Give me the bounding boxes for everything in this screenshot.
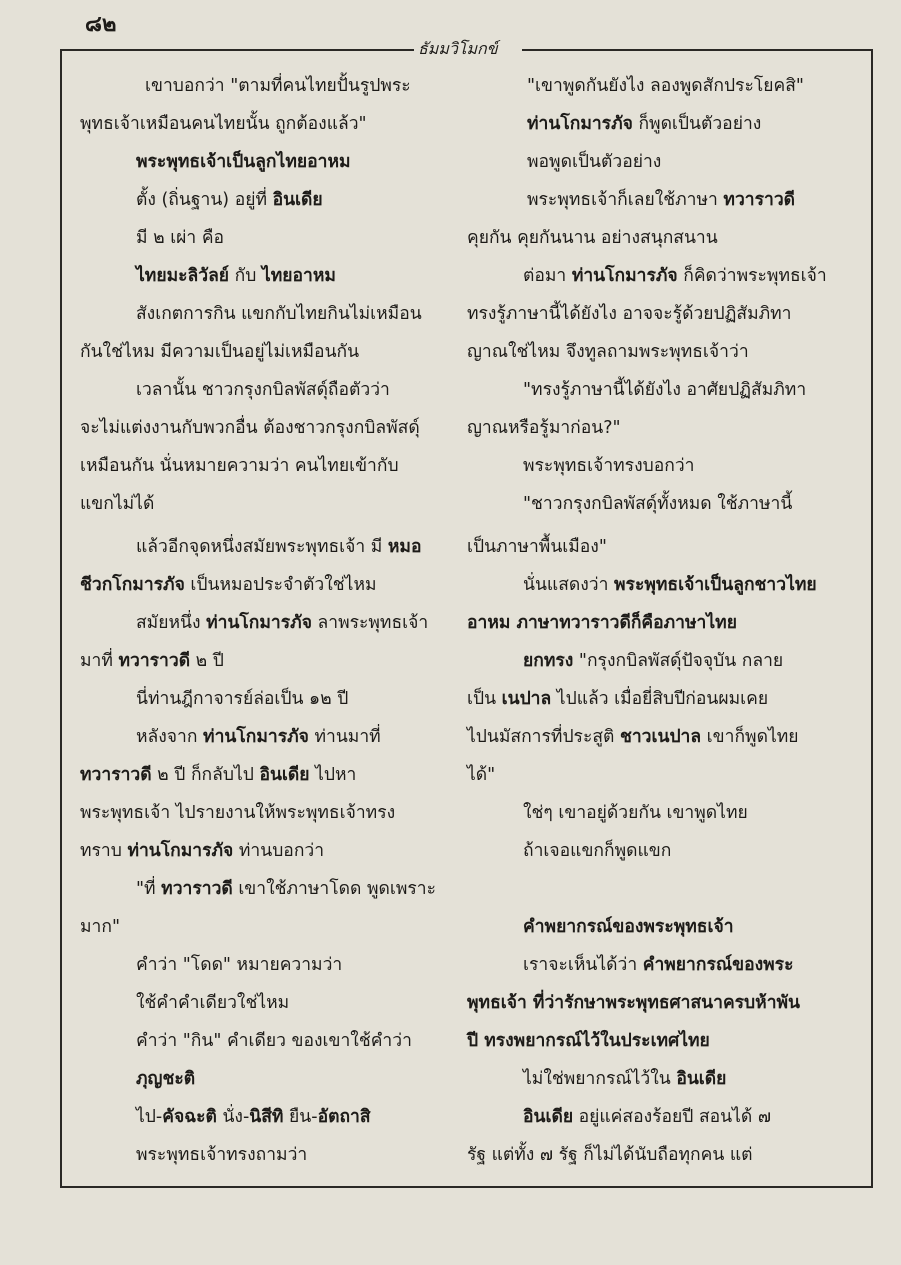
text-line	[467, 450, 893, 482]
bold-text: ไทยอาหม	[261, 266, 336, 286]
text-segment: "กรุงกบิลพัสดุ์ปัจจุบัน กลาย	[573, 651, 784, 671]
text-segment: พอพูดเป็นตัวอย่าง	[527, 152, 662, 172]
text-segment: "ชาวกรุงกบิลพัสดุ์ทั้งหมด ใช้ภาษานี้	[523, 494, 793, 514]
text-line	[467, 531, 837, 563]
text-line	[467, 683, 837, 715]
bold-text: ท่านโกมารภัจ	[127, 841, 234, 861]
text-segment: เหมือนกัน นั่นหมายความว่า คนไทยเข้ากับ	[80, 456, 399, 476]
text-segment: พระพุทธเจ้าทรงบอกว่า	[523, 456, 695, 476]
text-segment: ทราบ	[80, 841, 128, 861]
text-line	[80, 146, 506, 178]
text-line	[467, 488, 893, 520]
text-line	[80, 759, 450, 791]
text-line	[80, 108, 450, 140]
text-segment: หลังจาก	[136, 727, 204, 747]
text-segment: ก็พูดเป็นตัวอย่าง	[632, 114, 762, 134]
text-line	[467, 721, 837, 753]
text-segment: ท่านมาที่	[308, 727, 381, 747]
text-line	[80, 1025, 506, 1057]
bold-text: พระพุทธเจ้าเป็นลูกชาวไทย	[614, 575, 817, 595]
text-segment: นั่นแสดงว่า	[523, 575, 615, 595]
text-segment: เป็น	[467, 689, 502, 709]
text-segment: "ทรงรู้ภาษานี้ได้ยังไง อาศัยปฏิสัมภิทา	[523, 380, 807, 400]
text-line	[467, 108, 897, 140]
text-line	[80, 1101, 506, 1133]
bold-text: ท่านโกมารภัจ	[206, 613, 312, 633]
text-segment: รัฐ แต่ทั้ง ๗ รัฐ ก็ไม่ได้นับถือทุกคน แต่	[467, 1145, 753, 1165]
text-segment: เขาใช้ภาษาโดด พูดเพราะ	[232, 879, 436, 899]
text-line	[467, 797, 893, 829]
bold-text: อินเดีย	[523, 1107, 574, 1127]
text-segment: คำว่า "กิน" คำเดียว ของเขาใช้คำว่า	[136, 1031, 412, 1051]
text-segment: เวลานั้น ชาวกรุงกบิลพัสดุ์ถือตัวว่า	[136, 380, 390, 400]
text-line	[80, 1139, 506, 1171]
text-segment: ตั้ง (ถิ่นฐาน) อยู่ที่	[136, 190, 273, 210]
text-segment: พระพุทธเจ้าทรงถามว่า	[136, 1145, 308, 1165]
text-line	[80, 645, 450, 677]
text-line	[80, 797, 450, 829]
text-segment: เป็นหมอประจำตัวใช่ไหม	[184, 575, 377, 595]
text-segment: ลาพระพุทธเจ้า	[311, 613, 429, 633]
bold-text: นิสีทิ	[249, 1107, 284, 1127]
text-segment: คุยกัน คุยกันนาน อย่างสนุกสนาน	[467, 228, 718, 248]
text-line	[467, 1101, 893, 1133]
text-line	[467, 759, 837, 791]
text-segment: อยู่แค่สองร้อยปี สอนได้ ๗	[573, 1107, 772, 1127]
text-segment: ทรงรู้ภาษานี้ได้ยังไง อาจจะรู้ด้วยปฏิสัมภิทา	[467, 304, 792, 324]
text-line	[467, 222, 837, 254]
text-line	[80, 374, 506, 406]
text-line	[467, 1025, 837, 1057]
text-segment: ไม่ใช่พยากรณ์ไว้ใน	[523, 1069, 677, 1089]
bold-text: ทวาราวดี	[80, 765, 152, 785]
bold-text: ท่านโกมารภัจ	[527, 114, 633, 134]
text-segment: สังเกตการกิน แขกกับไทยกินไม่เหมือน	[136, 304, 422, 324]
text-line	[80, 412, 450, 444]
text-line	[80, 987, 506, 1019]
text-segment: ๒ ปี ก็กลับไป	[151, 765, 260, 785]
text-segment: พุทธเจ้าเหมือนคนไทยนั้น ถูกต้องแล้ว"	[80, 114, 367, 134]
text-line	[80, 184, 506, 216]
bold-text: อินเดีย	[272, 190, 323, 210]
book-title: ธัมมวิโมกข์	[418, 39, 498, 58]
text-segment: กับ	[229, 266, 262, 286]
bold-text: ท่านโกมารภัจ	[203, 727, 309, 747]
text-segment: ต่อมา	[523, 266, 572, 286]
text-line	[80, 298, 506, 330]
text-segment: แล้วอีกจุดหนึ่งสมัยพระพุทธเจ้า มี	[136, 537, 388, 557]
text-segment: ไปแล้ว เมื่อยี่สิบปีก่อนผมเคย	[551, 689, 769, 709]
text-line	[467, 146, 897, 178]
bold-text: ยกทรง	[523, 651, 574, 671]
bold-text: คำพยากรณ์ของพระพุทธเจ้า	[523, 917, 734, 937]
text-line	[80, 607, 506, 639]
text-line	[467, 911, 893, 943]
text-segment: ถ้าเจอแขกก็พูดแขก	[523, 841, 672, 861]
bold-text: พระพุทธเจ้าเป็นลูกไทยอาหม	[136, 152, 351, 172]
text-segment: จะไม่แต่งงานกับพวกอื่น ต้องชาวกรุงกบิลพัสดุ์	[80, 418, 420, 438]
bold-text: ปี ทรงพยากรณ์ไว้ในประเทศไทย	[467, 1031, 710, 1051]
text-segment: ญาณหรือรู้มาก่อน?"	[467, 418, 621, 438]
text-line	[467, 412, 837, 444]
text-segment: "ที่	[136, 879, 162, 899]
bold-text: อินเดีย	[259, 765, 310, 785]
text-segment: สมัยหนึ่ง	[136, 613, 207, 633]
text-segment: ใช่ๆ เขาอยู่ด้วยกัน เขาพูดไทย	[523, 803, 748, 823]
bold-text: ไทยมะลิวัลย์	[136, 266, 230, 286]
page-number: ๘๒	[85, 11, 117, 37]
text-segment: ญาณใช่ไหม จึงทูลถามพระพุทธเจ้าว่า	[467, 342, 749, 362]
text-line	[80, 683, 506, 715]
text-segment: ใช้คำคำเดียวใช่ไหม	[136, 993, 290, 1013]
text-segment: ได้"	[467, 765, 496, 785]
text-line	[467, 987, 837, 1019]
text-segment: แขกไม่ได้	[80, 494, 155, 514]
bold-text: ท่านโกมารภัจ	[571, 266, 678, 286]
bold-text: คัจฉะติ	[162, 1107, 217, 1127]
bold-text: ทวาราวดี	[161, 879, 233, 899]
text-line	[467, 184, 897, 216]
bold-text: ทวาราวดี	[118, 651, 191, 671]
text-line	[467, 1063, 893, 1095]
bold-text: คำพยากรณ์ของพระ	[642, 955, 794, 975]
text-line	[467, 569, 893, 601]
text-line	[467, 374, 893, 406]
bold-text: อาหม ภาษาทวาราวดีก็คือภาษาไทย	[467, 613, 737, 633]
bold-text: ภุญชะติ	[136, 1069, 196, 1089]
text-segment: ไปนมัสการที่ประสูติ	[467, 727, 620, 747]
bold-text: ชีวกโกมารภัจ	[80, 575, 185, 595]
text-segment: พระพุทธเจ้าก็เลยใช้ภาษา	[527, 190, 724, 210]
text-line	[467, 70, 897, 102]
text-segment: ยืน-	[283, 1107, 318, 1127]
text-line	[467, 1139, 837, 1171]
text-segment: มาที่	[80, 651, 119, 671]
text-segment: เราจะเห็นได้ว่า	[523, 955, 643, 975]
text-line	[80, 721, 506, 753]
text-line	[467, 607, 837, 639]
text-line	[80, 949, 506, 981]
text-line	[467, 949, 893, 981]
text-line	[80, 835, 450, 867]
text-line	[467, 336, 837, 368]
text-segment: นั่ง-	[216, 1107, 250, 1127]
text-line	[80, 336, 450, 368]
bold-text: อัตถาสิ	[317, 1107, 371, 1127]
text-line	[80, 1063, 506, 1095]
text-segment: มาก"	[80, 917, 121, 937]
text-line	[80, 911, 450, 943]
bold-text: หมอ	[387, 537, 422, 557]
text-line	[80, 70, 515, 102]
bold-text: อินเดีย	[676, 1069, 727, 1089]
text-segment: ไป-	[136, 1107, 163, 1127]
text-line	[467, 835, 893, 867]
text-segment: ท่านบอกว่า	[233, 841, 325, 861]
text-line	[80, 260, 506, 292]
text-segment: เขาบอกว่า "ตามที่คนไทยปั้นรูปพระ	[145, 76, 411, 96]
text-segment: คำว่า "โดด" หมายความว่า	[136, 955, 343, 975]
text-segment: เป็นภาษาพื้นเมือง"	[467, 537, 607, 557]
text-line	[80, 531, 506, 563]
text-segment: ก็คิดว่าพระพุทธเจ้า	[677, 266, 827, 286]
text-line	[80, 450, 450, 482]
text-segment: เขาก็พูดไทย	[701, 727, 799, 747]
bold-text: ชาวเนปาล	[619, 727, 702, 747]
text-line	[80, 873, 506, 905]
text-line	[80, 488, 450, 520]
text-segment: ๒ ปี	[190, 651, 224, 671]
text-line	[80, 222, 506, 254]
text-segment: พระพุทธเจ้า ไปรายงานให้พระพุทธเจ้าทรง	[80, 803, 396, 823]
text-segment: มี ๒ เผ่า คือ	[136, 228, 225, 248]
text-line	[467, 298, 837, 330]
text-segment: ไปหา	[309, 765, 357, 785]
text-segment: กันใช่ไหม มีความเป็นอยู่ไม่เหมือนกัน	[80, 342, 360, 362]
text-segment: "เขาพูดกันยังไง ลองพูดสักประโยคสิ"	[527, 76, 804, 96]
bold-text: ทวาราวดี	[723, 190, 796, 210]
bold-text: เนปาล	[501, 689, 552, 709]
text-segment: นี่ท่านฎีกาจารย์ล่อเป็น ๑๒ ปี	[136, 689, 349, 709]
text-line	[467, 260, 893, 292]
text-line	[467, 645, 893, 677]
bold-text: พุทธเจ้า ที่ว่ารักษาพระพุทธศาสนาครบห้าพัน	[467, 993, 801, 1013]
text-line	[80, 569, 450, 601]
